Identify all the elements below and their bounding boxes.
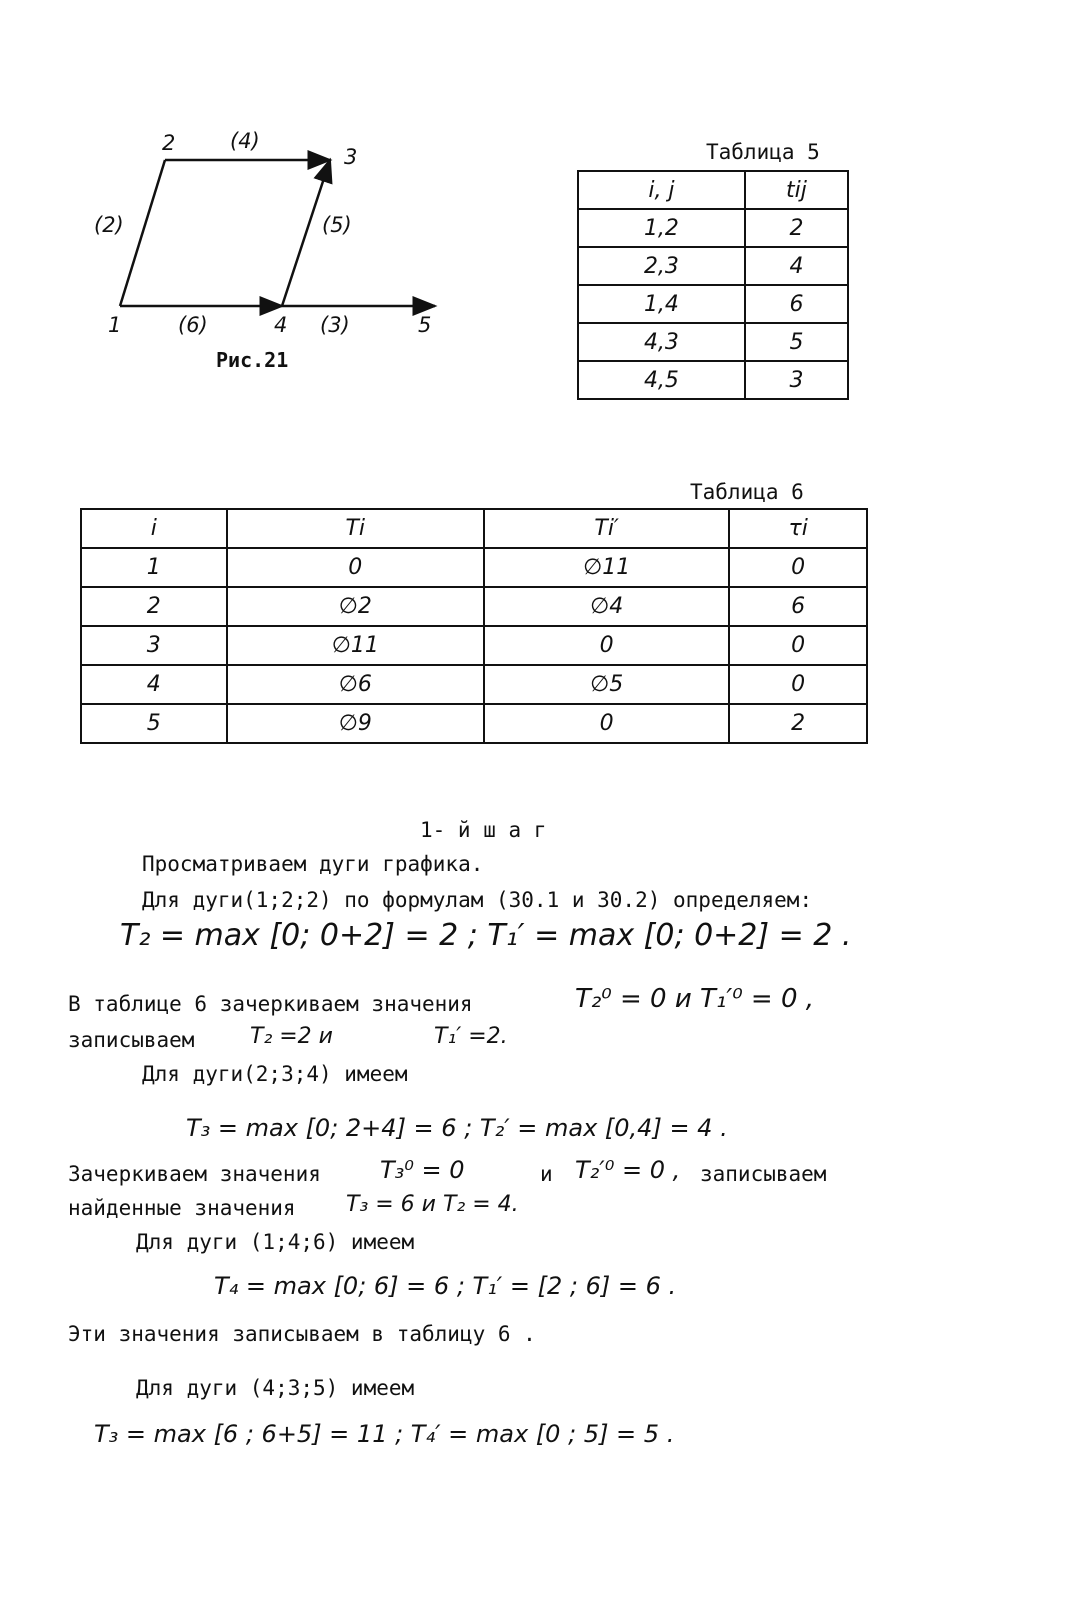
table-row xyxy=(81,587,867,626)
table6-header: τi xyxy=(729,509,867,548)
table-cell: 0 xyxy=(729,626,867,665)
step-heading: 1- й ш а г xyxy=(420,818,547,842)
table-cell: 0 xyxy=(227,548,484,587)
table6-caption: Таблица 6 xyxy=(690,480,804,504)
table-row xyxy=(578,209,848,247)
formula: T₂′⁰ = 0 , xyxy=(575,1156,681,1184)
table-cell: 3 xyxy=(745,361,848,399)
edge-label-2-3: (4) xyxy=(230,129,260,153)
table-row xyxy=(81,548,867,587)
table-cell: 5 xyxy=(81,704,227,743)
table-cell: 1 xyxy=(81,548,227,587)
edge-label-4-3: (5) xyxy=(322,213,352,237)
table-row xyxy=(81,626,867,665)
table-cell: 4,5 xyxy=(578,361,745,399)
table-cell: ∅11 xyxy=(227,626,484,665)
table-row xyxy=(578,285,848,323)
table-cell: 3 xyxy=(81,626,227,665)
paragraph-line: записываем xyxy=(68,1028,195,1052)
table-row xyxy=(81,704,867,743)
table-cell: 2 xyxy=(745,209,848,247)
paragraph-line: Эти значения записываем в таблицу 6 . xyxy=(68,1322,536,1346)
table5-header-row xyxy=(578,171,848,209)
table6-header: i xyxy=(81,509,227,548)
figure-caption: Рис.21 xyxy=(216,348,289,372)
paragraph-line: В таблице 6 зачеркиваем значения xyxy=(68,992,473,1016)
table-cell: ∅9 xyxy=(227,704,484,743)
formula: T₂ =2 и xyxy=(250,1024,333,1049)
node-label-4: 4 xyxy=(274,313,288,337)
table5-header: tij xyxy=(745,171,848,209)
table-row xyxy=(578,247,848,285)
paragraph-line: Зачеркиваем значения xyxy=(68,1162,321,1186)
edge-label-1-4: (6) xyxy=(178,313,208,337)
table-cell: 4,3 xyxy=(578,323,745,361)
table-cell: 0 xyxy=(729,548,867,587)
table-cell: ∅2 xyxy=(227,587,484,626)
table6-header: Ti xyxy=(227,509,484,548)
node-label-1: 1 xyxy=(108,313,122,337)
formula: T₃ = max [6 ; 6+5] = 11 ; T₄′ = max [0 ; 5] = 5 . xyxy=(94,1420,675,1448)
paragraph-line: Для дуги(1;2;2) по формулам (30.1 и 30.2) определяем: xyxy=(142,888,813,912)
formula: T₂⁰ = 0 и T₁′⁰ = 0 , xyxy=(575,984,815,1014)
paragraph-line: записываем xyxy=(700,1162,827,1186)
table-cell: 0 xyxy=(484,704,729,743)
edge-label-4-5: (3) xyxy=(320,313,350,337)
table-row xyxy=(578,323,848,361)
table-cell: 1,2 xyxy=(578,209,745,247)
node-label-5: 5 xyxy=(418,313,432,337)
paragraph-line: и xyxy=(540,1162,553,1186)
table-cell: 0 xyxy=(484,626,729,665)
table5 xyxy=(577,170,849,400)
table-cell: ∅6 xyxy=(227,665,484,704)
table-cell: 1,4 xyxy=(578,285,745,323)
paragraph-line: Для дуги(2;3;4) имеем xyxy=(142,1062,408,1086)
edge-1-2 xyxy=(120,160,165,306)
paragraph-line: найденные значения xyxy=(68,1196,296,1220)
node-label-3: 3 xyxy=(344,145,358,169)
table-cell: 5 xyxy=(745,323,848,361)
paragraph-line: Для дуги (1;4;6) имеем xyxy=(136,1230,415,1254)
table-cell: 0 xyxy=(729,665,867,704)
table6-header-row xyxy=(81,509,867,548)
table-cell: 4 xyxy=(745,247,848,285)
table-cell: ∅11 xyxy=(484,548,729,587)
table5-caption: Таблица 5 xyxy=(706,140,820,164)
table-cell: 4 xyxy=(81,665,227,704)
edge-label-1-2: (2) xyxy=(94,213,124,237)
table-cell: 6 xyxy=(745,285,848,323)
formula: T₄ = max [0; 6] = 6 ; T₁′ = [2 ; 6] = 6 . xyxy=(214,1272,677,1300)
table5-header: i, j xyxy=(578,171,745,209)
table-cell: ∅5 xyxy=(484,665,729,704)
paragraph-line: Просматриваем дуги графика. xyxy=(142,852,484,876)
graph-figure xyxy=(90,120,470,390)
paragraph-line: Для дуги (4;3;5) имеем xyxy=(136,1376,415,1400)
table-cell: 2,3 xyxy=(578,247,745,285)
table-row xyxy=(81,665,867,704)
formula: T₁′ =2. xyxy=(434,1024,508,1049)
node-label-2: 2 xyxy=(162,131,176,155)
table-cell: ∅4 xyxy=(484,587,729,626)
table-cell: 2 xyxy=(81,587,227,626)
formula: T₃ = max [0; 2+4] = 6 ; T₂′ = max [0,4] = 4 . xyxy=(186,1114,728,1142)
formula: T₂ = max [0; 0+2] = 2 ; T₁′ = max [0; 0+2] = 2 . xyxy=(120,918,852,953)
table-row xyxy=(578,361,848,399)
formula: T₃ = 6 и T₂ = 4. xyxy=(346,1192,519,1217)
formula: T₃⁰ = 0 xyxy=(380,1156,465,1184)
table6-header: Ti′ xyxy=(484,509,729,548)
table-cell: 2 xyxy=(729,704,867,743)
table-cell: 6 xyxy=(729,587,867,626)
table6 xyxy=(80,508,868,744)
